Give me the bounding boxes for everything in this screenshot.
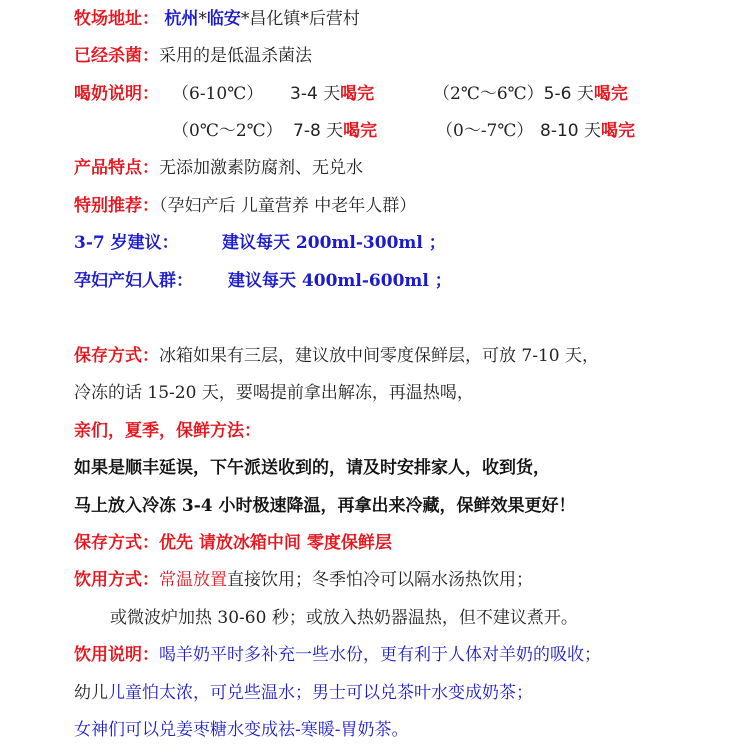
drink-days: 7-8 天 [293, 121, 344, 141]
features-text: 无添加激素防腐剂、无兑水 [159, 158, 363, 178]
storage1-text2: 冷冻的话 15-20 天，要喝提前拿出解冻，再温热喝， [74, 383, 474, 403]
notes-line2 [74, 682, 533, 704]
summer-text2: 马上放入冷冻 3-4 小时极速降温，再拿出来冷藏，保鲜效果更好！ [74, 496, 576, 516]
summer-text1: 如果是顺丰延误，下午派送收到的，请及时安排家人，收到货， [74, 458, 550, 478]
storage2-line [74, 532, 392, 554]
features-label: 产品特点： [74, 158, 159, 178]
recommend-label: 特别推荐： [74, 196, 159, 216]
storage1-line1 [74, 345, 599, 367]
notes-line1 [74, 644, 601, 666]
features-line [74, 157, 363, 179]
drink-action: 喝完 [601, 121, 635, 141]
drink-temp: （2℃～6℃） [433, 84, 544, 104]
pregnant-text: 建议每天 400ml-600ml ； [228, 271, 452, 291]
usage-line2 [110, 607, 578, 629]
farm-city-hangzhou: 杭州 [164, 9, 199, 29]
pregnant-label: 孕妇产妇人群： [74, 271, 193, 291]
storage1-line2 [74, 382, 474, 404]
usage-red-text: 常温放置 [159, 570, 227, 590]
drink-row-3 [172, 120, 283, 142]
sterilize-line [74, 45, 312, 67]
notes-text: 喝羊奶平时多补充一些水份，更有利于人体对羊奶的吸收； [159, 645, 601, 665]
summer-heading [74, 420, 261, 442]
storage2-label: 保存方式： [74, 533, 159, 553]
farm-address-line [74, 8, 360, 30]
drink-temp: （0℃～2℃） [172, 121, 283, 141]
drink-temp: （6-10℃） [172, 84, 264, 104]
drink-row-1 [172, 83, 263, 105]
usage-line1 [74, 569, 533, 591]
notes-line3-text: 女神们可以兑姜枣糖水变成祛-寒暖-胃奶茶。 [74, 720, 409, 740]
farm-city-linan: 临安 [206, 9, 241, 29]
recommend-line [74, 195, 416, 217]
kids-line [74, 232, 179, 254]
notes-label: 饮用说明： [74, 645, 159, 665]
farm-address-rest: *昌化镇*后营村 [240, 9, 360, 29]
summer-label: 亲们，夏季，保鲜方法： [74, 421, 261, 441]
storage2-text: 优先 请放冰箱中间 零度保鲜层 [159, 533, 392, 553]
pregnant-advice [228, 270, 452, 292]
storage1-label: 保存方式： [74, 346, 159, 366]
drink-row-4-days [540, 120, 635, 142]
drink-temp: （0～-7℃） [436, 121, 534, 141]
recommend-text: （孕妇产后 儿童营养 中老年人群） [159, 196, 417, 216]
kids-text: 建议每天 200ml-300ml ； [222, 233, 446, 253]
drink-days: 3-4 天 [290, 84, 341, 104]
kids-label: 3-7 岁建议： [74, 233, 179, 253]
drink-action: 喝完 [340, 84, 375, 104]
farm-sep: * [198, 9, 207, 29]
sterilize-label: 已经杀菌： [74, 46, 159, 66]
kids-advice [222, 232, 446, 254]
drink-label-line [74, 83, 159, 105]
drink-row-4 [436, 120, 533, 142]
storage1-text1: 冰箱如果有三层，建议放中间零度保鲜层，可放 7-10 天， [159, 346, 599, 366]
pregnant-line [74, 270, 193, 292]
usage-label: 饮用方式： [74, 570, 159, 590]
drink-action: 喝完 [593, 84, 628, 104]
summer-line2 [74, 495, 576, 517]
farm-address-label: 牧场地址： [74, 9, 159, 29]
drink-row-1-days [290, 83, 374, 105]
summer-line1 [74, 457, 550, 479]
usage-text: 直接饮用；冬季怕冷可以隔水汤热饮用； [227, 570, 533, 590]
drink-label: 喝奶说明： [74, 84, 159, 104]
drink-row-2 [433, 83, 628, 105]
notes-line2-black: 幼儿 [74, 683, 108, 703]
drink-days: 8-10 天 [540, 121, 601, 141]
drink-row-3-days [293, 120, 377, 142]
drink-action: 喝完 [343, 121, 378, 141]
notes-line2-blue: 儿童怕太浓，可兑些温水；男士可以兑茶叶水变成奶茶； [108, 683, 533, 703]
usage-text2: 或微波炉加热 30-60 秒；或放入热奶器温热，但不建议煮开。 [110, 608, 578, 628]
drink-days: 5-6 天 [543, 84, 594, 104]
sterilize-text: 采用的是低温杀菌法 [159, 46, 312, 66]
notes-line3 [74, 719, 409, 741]
